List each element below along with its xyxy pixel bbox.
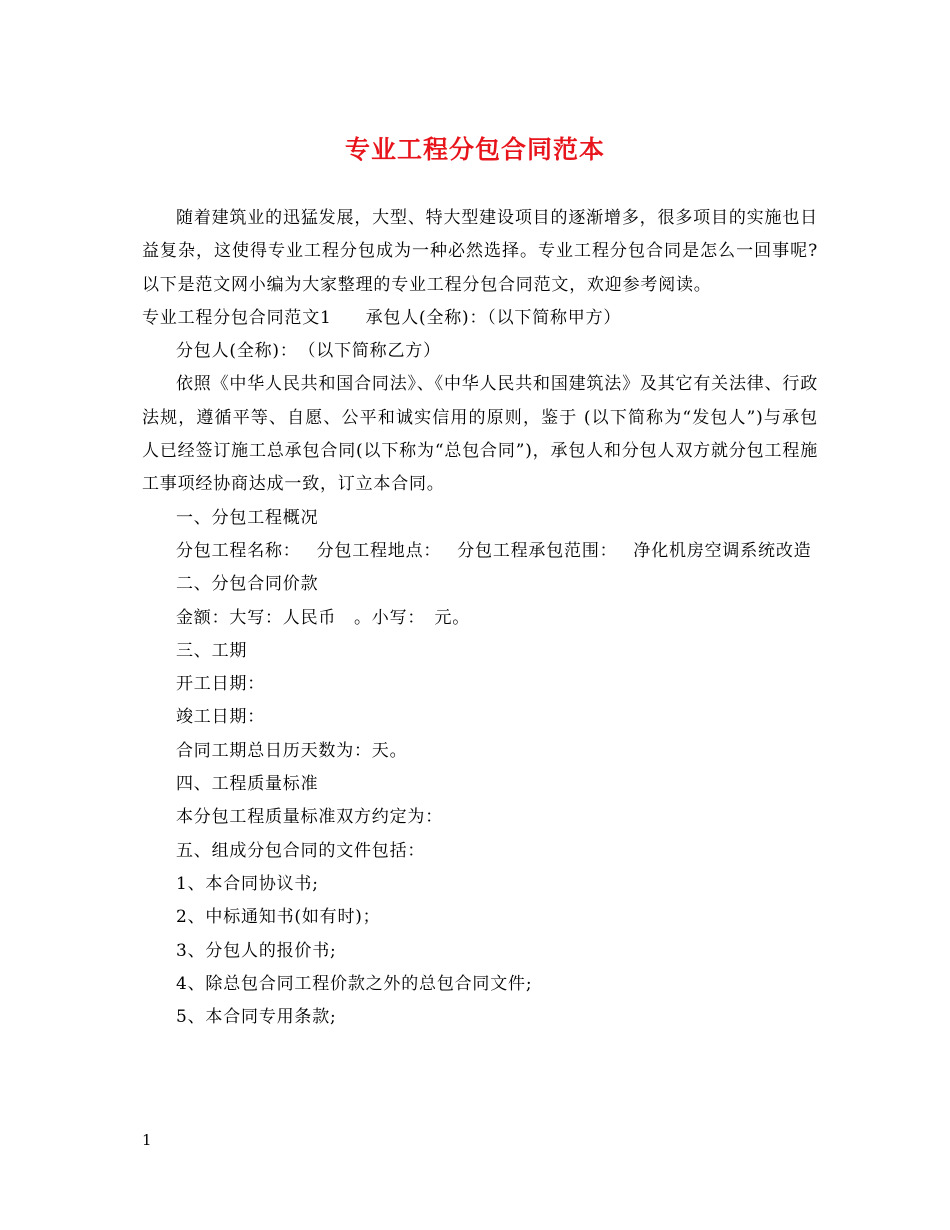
doc-item-4: 4、除总包合同工程价款之外的总包合同文件;	[176, 973, 533, 994]
subcontractor-party: 分包人(全称)： （以下简称乙方）	[176, 341, 441, 362]
intro-paragraph: 随着建筑业的迅猛发展，大型、特大型建设项目的逐渐增多，很多项目的实施也日益复杂，这使得专业工程分包成为一种必然选择。专业工程分包合同是怎么一回事呢?以下是范文网小编为大家整理的专业工程分包合同范文，欢迎参考阅读。	[142, 208, 818, 295]
project-name-label: 分包工程名称：	[176, 540, 301, 561]
contractor-party: 承包人(全称)：（以下简称甲方）	[365, 307, 622, 328]
contractor-line	[142, 302, 818, 335]
amount-line: 金额：大写：人民币 。小写： 元。	[176, 607, 471, 628]
doc-item-1: 1、本合同协议书;	[176, 873, 319, 894]
doc-item-2: 2、中标通知书(如有时)；	[176, 907, 381, 928]
doc-item-3: 3、分包人的报价书;	[176, 940, 337, 961]
end-date-line: 竣工日期：	[176, 707, 265, 728]
doc-item-5: 5、本合同专用条款;	[176, 1007, 337, 1028]
section-5-heading: 五、组成分包合同的文件包括：	[176, 840, 426, 861]
page-number: 1	[142, 1131, 152, 1149]
document-body	[142, 202, 818, 1034]
section-3-heading: 三、工期	[176, 640, 248, 661]
basis-paragraph: 依照《中华人民共和国合同法》、《中华人民共和国建筑法》及其它有关法律、行政法规，遵循平等、自愿、公平和诚实信用的原则，鉴于 (以下简称为“发包人”)与承包人已经签订施工总承包合同(以下称为“总包合同”)，承包人和分包人双方就分包工程施工事项经协商达成一致，订立本合同。	[142, 374, 818, 495]
section-4-heading: 四、工程质量标准	[176, 774, 319, 795]
sample-label: 专业工程分包合同范文1	[142, 307, 332, 328]
document-title: 专业工程分包合同范本	[344, 135, 605, 164]
project-location-label: 分包工程地点：	[316, 540, 442, 561]
section-1-heading: 一、分包工程概况	[176, 507, 319, 528]
section-2-heading: 二、分包合同价款	[176, 574, 319, 595]
duration-line: 合同工期总日历天数为：天。	[176, 740, 408, 761]
project-overview-line	[142, 535, 818, 568]
start-date-line: 开工日期：	[176, 674, 265, 695]
project-scope-label: 分包工程承包范围：	[457, 540, 618, 561]
quality-line: 本分包工程质量标准双方约定为：	[176, 807, 443, 828]
project-scope-value: 净化机房空调系统改造	[633, 540, 812, 561]
